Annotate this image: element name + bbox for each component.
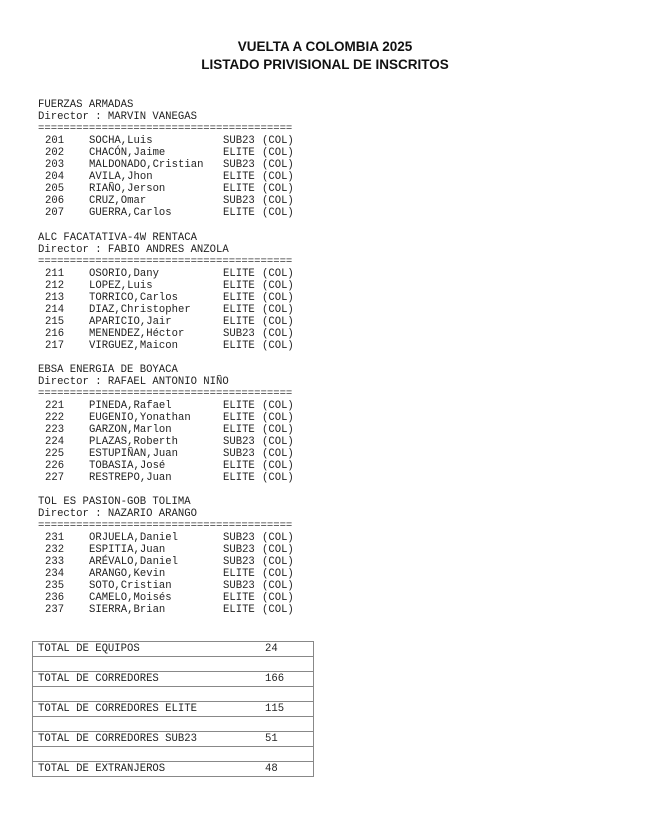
rider-row [38, 171, 292, 183]
rider-number: 234 [45, 568, 65, 580]
rider-number: 214 [45, 304, 65, 316]
rider-row [38, 400, 292, 412]
rider-category: ELITE [223, 400, 255, 412]
rider-category: ELITE [223, 292, 255, 304]
rider-row [38, 568, 292, 580]
team-name: TOL ES PASION-GOB TOLIMA [38, 496, 191, 508]
separator-line: ======================================== [38, 388, 293, 400]
rider-category: SUB23 [223, 556, 255, 568]
rider-nationality: (COL) [262, 460, 294, 472]
rider-nationality: (COL) [262, 604, 294, 616]
rider-name: ESPITIA,Juan [89, 544, 166, 556]
totals-label: TOTAL DE CORREDORES [38, 673, 159, 685]
rider-row [38, 159, 292, 171]
rider-name: MENENDEZ,Héctor [89, 328, 185, 340]
rider-name: CRUZ,Omar [89, 195, 147, 207]
rider-name: APARICIO,Jair [89, 316, 172, 328]
rider-category: ELITE [223, 412, 255, 424]
rider-number: 235 [45, 580, 65, 592]
rider-nationality: (COL) [262, 532, 294, 544]
rider-name: PLAZAS,Roberth [89, 436, 179, 448]
rider-row [38, 580, 292, 592]
rider-category: ELITE [223, 147, 255, 159]
totals-value: 115 [265, 703, 285, 715]
rider-row [38, 412, 292, 424]
rider-category: SUB23 [223, 135, 255, 147]
rider-row [38, 448, 292, 460]
rider-number: 233 [45, 556, 65, 568]
team-block [38, 99, 292, 219]
rider-number: 207 [45, 207, 65, 219]
rider-number: 226 [45, 460, 65, 472]
team-block [38, 232, 292, 352]
rider-category: SUB23 [223, 195, 255, 207]
rider-name: LOPEZ,Luis [89, 280, 153, 292]
rider-row [38, 304, 292, 316]
rider-nationality: (COL) [262, 195, 294, 207]
team-director: Director : MARVIN VANEGAS [38, 111, 197, 123]
rider-number: 223 [45, 424, 65, 436]
rider-name: CAMELO,Moisés [89, 592, 172, 604]
team-name: ALC FACATATIVA-4W RENTACA [38, 232, 197, 244]
rider-row [38, 207, 292, 219]
rider-nationality: (COL) [262, 580, 294, 592]
totals-row [33, 702, 313, 717]
rider-category: ELITE [223, 568, 255, 580]
rider-nationality: (COL) [262, 292, 294, 304]
rider-row [38, 316, 292, 328]
totals-row [33, 732, 313, 747]
rider-nationality: (COL) [262, 436, 294, 448]
rider-number: 224 [45, 436, 65, 448]
rider-name: GARZON,Marlon [89, 424, 172, 436]
rider-number: 211 [45, 268, 65, 280]
rider-name: TORRICO,Carlos [89, 292, 179, 304]
rider-name: ARÉVALO,Daniel [89, 556, 179, 568]
team-block [38, 364, 292, 484]
rider-nationality: (COL) [262, 183, 294, 195]
rider-nationality: (COL) [262, 171, 294, 183]
rider-category: SUB23 [223, 544, 255, 556]
rider-nationality: (COL) [262, 340, 294, 352]
totals-spacer-row [33, 717, 313, 732]
totals-label: TOTAL DE CORREDORES ELITE [38, 703, 197, 715]
rider-nationality: (COL) [262, 556, 294, 568]
team-block [38, 496, 292, 616]
totals-label: TOTAL DE EXTRANJEROS [38, 763, 166, 775]
rider-nationality: (COL) [262, 280, 294, 292]
team-director: Director : NAZARIO ARANGO [38, 508, 197, 520]
rider-number: 225 [45, 448, 65, 460]
rider-category: SUB23 [223, 580, 255, 592]
rider-number: 212 [45, 280, 65, 292]
rider-category: ELITE [223, 183, 255, 195]
rider-name: SOTO,Cristian [89, 580, 172, 592]
rider-nationality: (COL) [262, 159, 294, 171]
rider-nationality: (COL) [262, 304, 294, 316]
totals-row [33, 762, 313, 777]
rider-row [38, 424, 292, 436]
rider-row [38, 472, 292, 484]
rider-category: ELITE [223, 472, 255, 484]
rider-row [38, 460, 292, 472]
rider-category: SUB23 [223, 436, 255, 448]
title-line-1: VUELTA A COLOMBIA 2025 [237, 39, 413, 54]
team-name: EBSA ENERGIA DE BOYACA [38, 364, 178, 376]
rider-number: 206 [45, 195, 65, 207]
rider-category: SUB23 [223, 159, 255, 171]
rider-row [38, 280, 292, 292]
rider-name: DIAZ,Christopher [89, 304, 191, 316]
rider-category: SUB23 [223, 328, 255, 340]
rider-number: 237 [45, 604, 65, 616]
rider-category: ELITE [223, 304, 255, 316]
rider-nationality: (COL) [262, 268, 294, 280]
rider-name: SIERRA,Brian [89, 604, 166, 616]
rider-nationality: (COL) [262, 424, 294, 436]
title-line-2: LISTADO PRIVISIONAL DE INSCRITOS [201, 57, 449, 72]
rider-name: ORJUELA,Daniel [89, 532, 179, 544]
rider-nationality: (COL) [262, 316, 294, 328]
totals-value: 166 [265, 673, 285, 685]
rider-row [38, 268, 292, 280]
rider-category: ELITE [223, 604, 255, 616]
rider-number: 221 [45, 400, 65, 412]
rider-category: ELITE [223, 207, 255, 219]
rider-row [38, 592, 292, 604]
rider-number: 205 [45, 183, 65, 195]
rider-number: 202 [45, 147, 65, 159]
rider-name: VIRGUEZ,Maicon [89, 340, 179, 352]
totals-value: 48 [265, 763, 278, 775]
rider-category: SUB23 [223, 448, 255, 460]
totals-spacer-row [33, 747, 313, 762]
rider-row [38, 147, 292, 159]
separator-line: ======================================== [38, 123, 293, 135]
totals-table [32, 641, 314, 777]
rider-number: 231 [45, 532, 65, 544]
totals-value: 24 [265, 643, 278, 655]
rider-category: ELITE [223, 316, 255, 328]
document-title [0, 38, 650, 74]
rider-category: ELITE [223, 460, 255, 472]
rider-nationality: (COL) [262, 328, 294, 340]
rider-row [38, 436, 292, 448]
rider-name: TOBASIA,José [89, 460, 166, 472]
team-director: Director : RAFAEL ANTONIO NIÑO [38, 376, 229, 388]
rider-number: 201 [45, 135, 65, 147]
separator-line: ======================================== [38, 256, 293, 268]
totals-label: TOTAL DE CORREDORES SUB23 [38, 733, 197, 745]
rider-category: ELITE [223, 592, 255, 604]
rider-name: OSORIO,Dany [89, 268, 159, 280]
rider-name: ESTUPIÑAN,Juan [89, 448, 179, 460]
rider-row [38, 544, 292, 556]
rider-number: 227 [45, 472, 65, 484]
rider-number: 222 [45, 412, 65, 424]
rider-nationality: (COL) [262, 412, 294, 424]
totals-value: 51 [265, 733, 278, 745]
rider-category: ELITE [223, 268, 255, 280]
rider-number: 213 [45, 292, 65, 304]
team-name: FUERZAS ARMADAS [38, 99, 134, 111]
rider-row [38, 292, 292, 304]
rider-name: RESTREPO,Juan [89, 472, 172, 484]
rider-number: 217 [45, 340, 65, 352]
rider-number: 232 [45, 544, 65, 556]
rider-name: SOCHA,Luis [89, 135, 153, 147]
rider-number: 215 [45, 316, 65, 328]
rider-nationality: (COL) [262, 544, 294, 556]
rider-name: AVILA,Jhon [89, 171, 153, 183]
rider-row [38, 183, 292, 195]
rider-row [38, 532, 292, 544]
totals-row [33, 672, 313, 687]
rider-nationality: (COL) [262, 207, 294, 219]
rider-number: 203 [45, 159, 65, 171]
totals-spacer-row [33, 687, 313, 702]
rider-number: 204 [45, 171, 65, 183]
separator-line: ======================================== [38, 520, 293, 532]
rider-nationality: (COL) [262, 592, 294, 604]
rider-name: GUERRA,Carlos [89, 207, 172, 219]
rider-name: PINEDA,Rafael [89, 400, 172, 412]
rider-number: 236 [45, 592, 65, 604]
rider-nationality: (COL) [262, 472, 294, 484]
rider-nationality: (COL) [262, 568, 294, 580]
rider-number: 216 [45, 328, 65, 340]
rider-row [38, 135, 292, 147]
rider-name: EUGENIO,Yonathan [89, 412, 191, 424]
rider-category: ELITE [223, 171, 255, 183]
rider-category: ELITE [223, 280, 255, 292]
rider-nationality: (COL) [262, 448, 294, 460]
rider-nationality: (COL) [262, 135, 294, 147]
rider-row [38, 340, 292, 352]
rider-row [38, 604, 292, 616]
rider-category: ELITE [223, 340, 255, 352]
team-director: Director : FABIO ANDRES ANZOLA [38, 244, 229, 256]
totals-label: TOTAL DE EQUIPOS [38, 643, 140, 655]
rider-name: MALDONADO,Cristian [89, 159, 204, 171]
rider-row [38, 556, 292, 568]
rider-category: SUB23 [223, 532, 255, 544]
rider-name: CHACÓN,Jaime [89, 147, 166, 159]
rider-nationality: (COL) [262, 400, 294, 412]
rider-name: ARANGO,Kevin [89, 568, 166, 580]
rider-row [38, 195, 292, 207]
totals-row [33, 642, 313, 657]
rider-row [38, 328, 292, 340]
totals-spacer-row [33, 657, 313, 672]
rider-nationality: (COL) [262, 147, 294, 159]
rider-category: ELITE [223, 424, 255, 436]
rider-name: RIAÑO,Jerson [89, 183, 166, 195]
